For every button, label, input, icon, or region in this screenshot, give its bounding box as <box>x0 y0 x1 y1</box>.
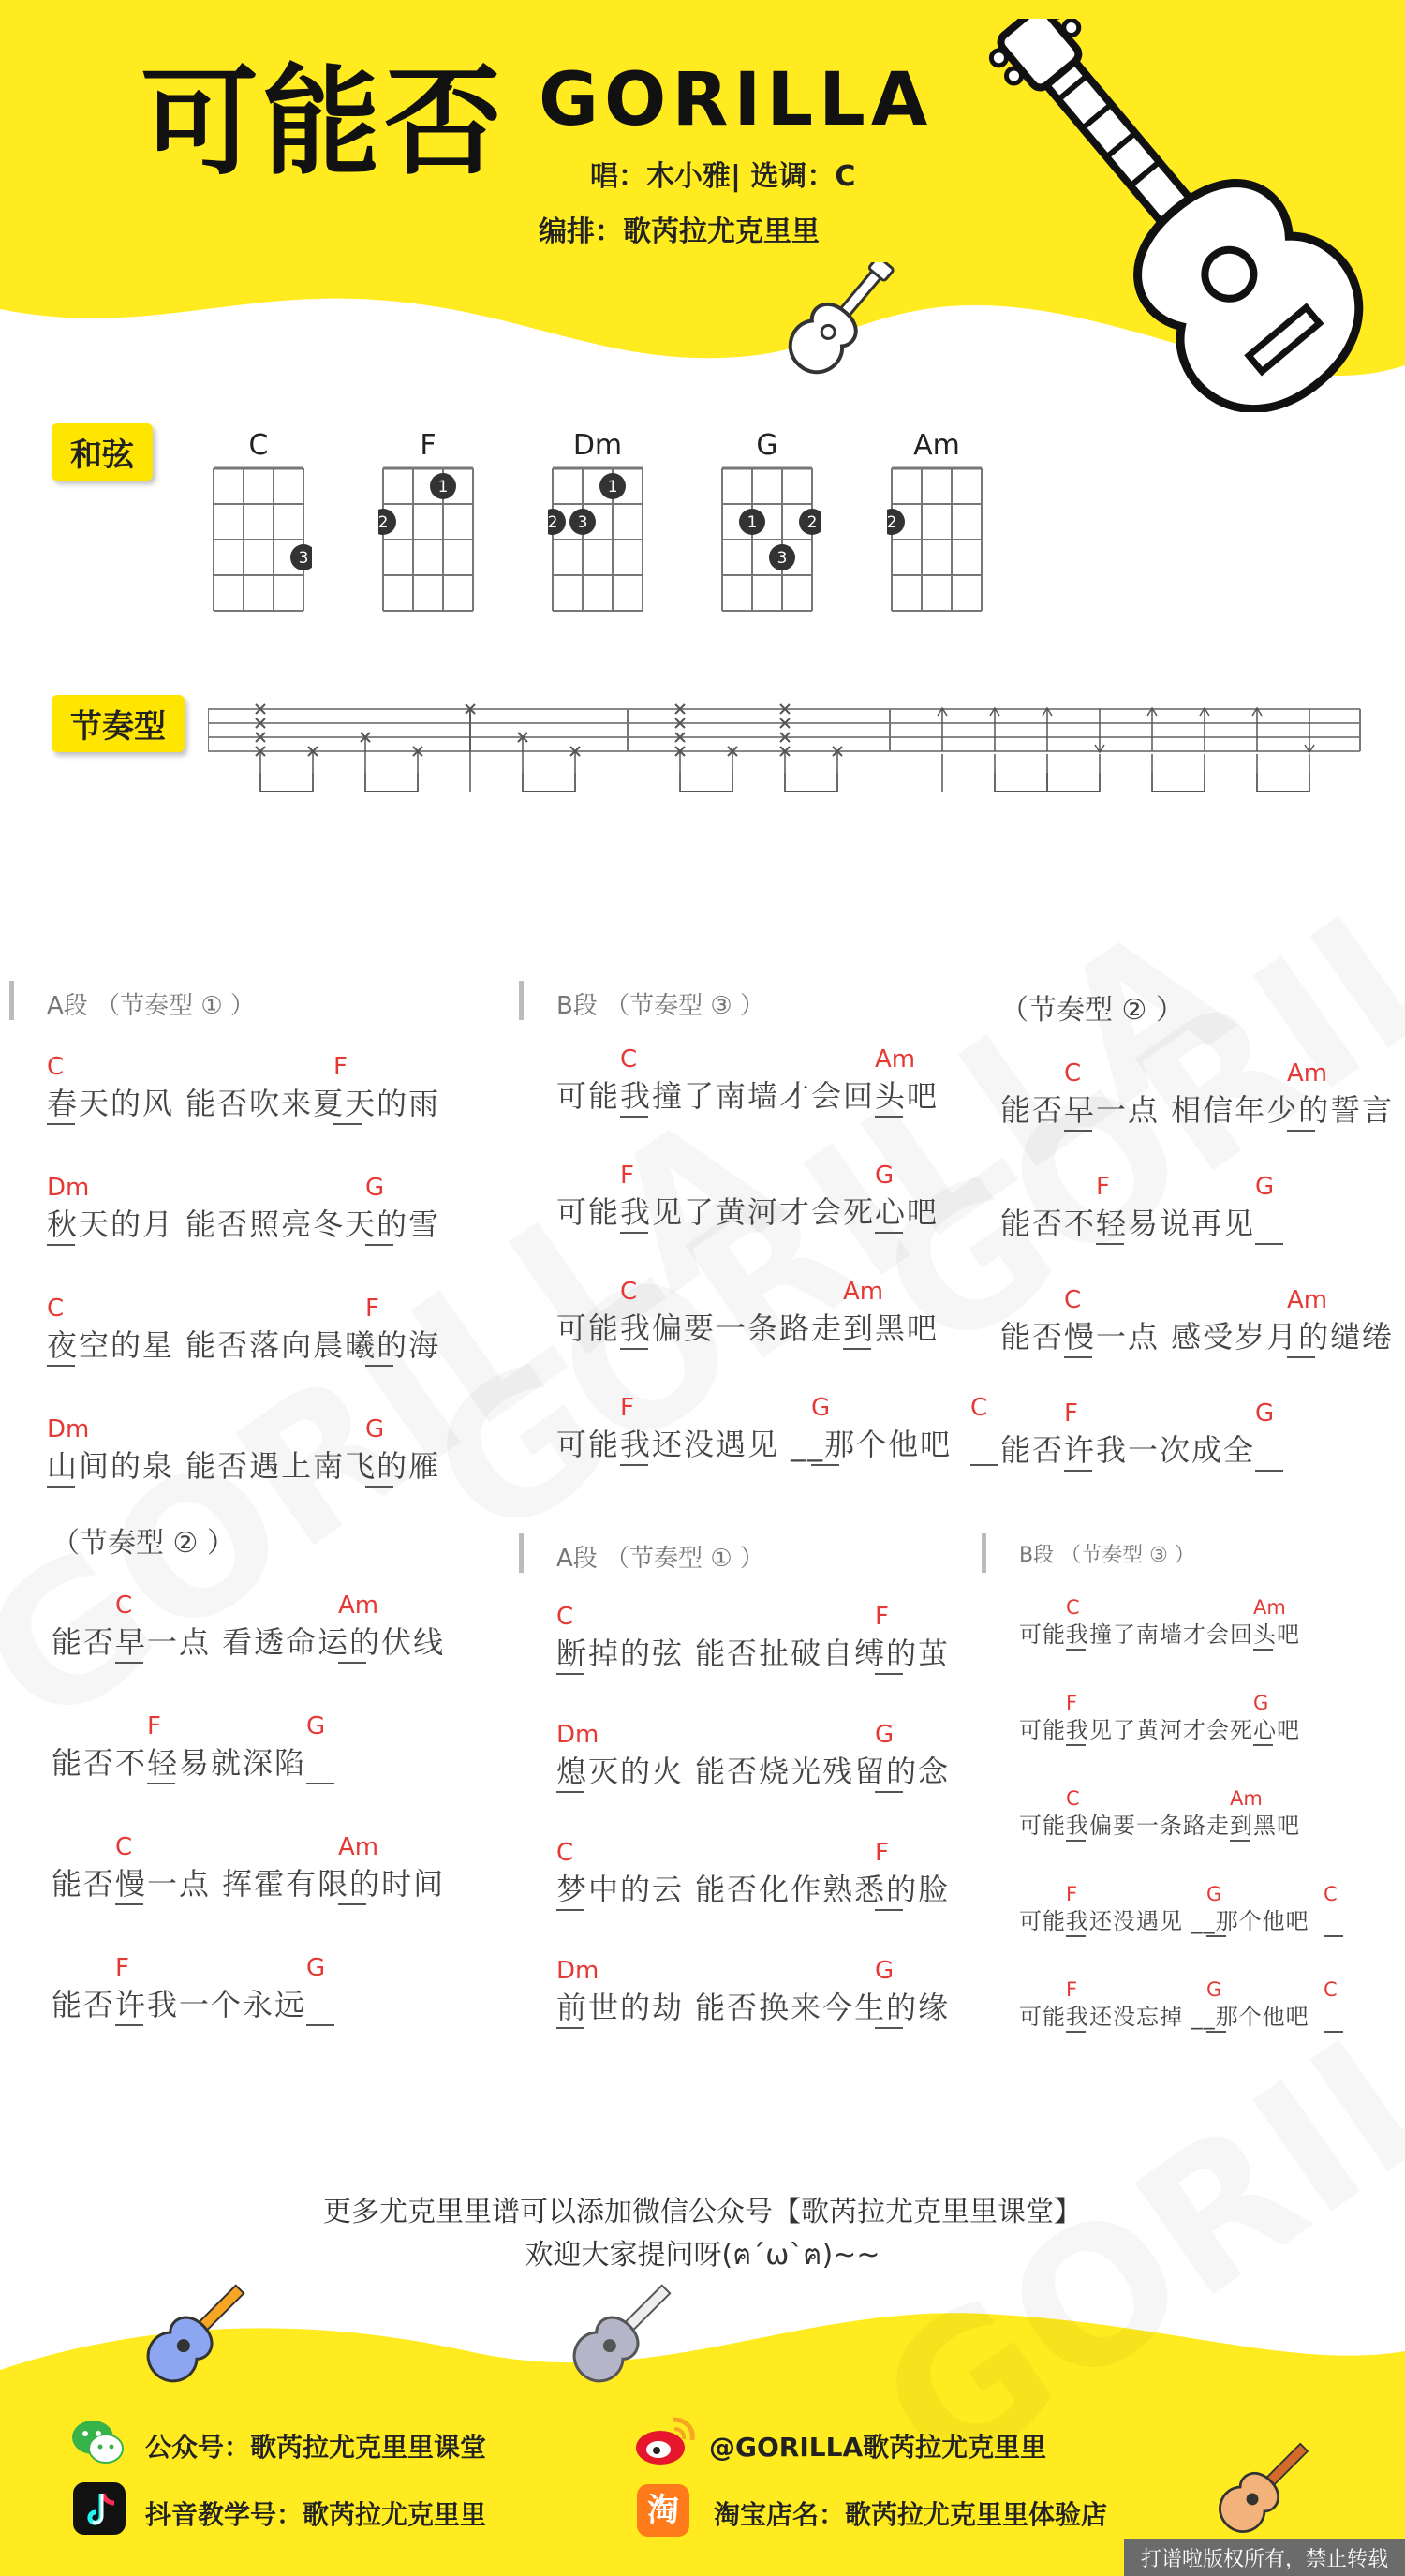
lyric-line: 可能我还没忘掉 __那个他吧 <box>1019 2004 1309 2030</box>
lyric-line: 可能我偏要一条路走到黑吧 <box>556 1310 939 1346</box>
chord-underline <box>1064 1356 1092 1358</box>
chord-underline <box>620 1232 648 1234</box>
lyric-line: 能否许我一次成全 <box>1000 1432 1256 1468</box>
chord-marker: Dm <box>47 1174 90 1202</box>
chord-marker: C <box>1066 1596 1080 1619</box>
chord-underline <box>1253 1744 1273 1746</box>
chord-underline <box>556 1909 584 1911</box>
chord-underline <box>875 1232 903 1234</box>
lyric-line: 可能我撞了南墙才会回头吧 <box>556 1078 939 1114</box>
chord-underline <box>147 1783 175 1784</box>
chord-marker: Dm <box>47 1415 90 1443</box>
taobao-store: 淘宝店名：歌芮拉尤克里里体验店 <box>714 2499 1108 2530</box>
chord-marker: C <box>556 1839 574 1867</box>
chord-marker: F <box>147 1712 161 1740</box>
chord-marker: Dm <box>556 1721 599 1749</box>
singer-key-line: 唱：木小雅| 选调：C <box>590 160 856 193</box>
copyright-notice: 打谱啦版权所有，禁止转载 <box>1124 2539 1405 2576</box>
lyric-line: 前世的劫 能否换来今生的缘 <box>556 1990 951 2025</box>
chord-marker: F <box>1096 1173 1110 1201</box>
chord-marker: C <box>115 1591 133 1620</box>
svg-text:3: 3 <box>776 549 788 568</box>
chord-underline <box>875 1791 903 1793</box>
taobao-icon: 淘 <box>637 2484 689 2537</box>
chord-underline <box>1287 1130 1315 1132</box>
finger-dot <box>799 509 821 535</box>
lyric-line: 熄灭的火 能否烧光残留的念 <box>556 1754 951 1789</box>
chord-underline <box>1066 1649 1086 1651</box>
rhythm-pattern <box>208 698 1369 820</box>
svg-text:3: 3 <box>298 549 309 568</box>
chord-underline <box>875 1673 903 1675</box>
section-heading: A段 （节奏型 ① ） <box>47 992 255 1020</box>
chord-underline <box>333 1123 362 1125</box>
arranger-line: 编排：歌芮拉尤克里里 <box>539 215 820 248</box>
chord-marker: C <box>1066 1787 1080 1810</box>
chord-underline <box>365 1365 393 1367</box>
chord-underline <box>556 1791 584 1793</box>
chord-marker: C <box>556 1603 574 1631</box>
chord-underline <box>1066 1935 1086 1937</box>
chord-underline <box>47 1486 75 1488</box>
chord-underline <box>1066 1840 1086 1842</box>
section-heading: A段 （节奏型 ① ） <box>556 1545 764 1573</box>
finger-dot <box>887 509 905 535</box>
ukulele-icon <box>1213 2435 1316 2539</box>
chord-underline <box>556 1673 584 1675</box>
chord-marker: F <box>620 1162 634 1190</box>
chord-marker: G <box>306 1712 326 1740</box>
chord-marker: Am <box>338 1591 379 1620</box>
chord-underline <box>970 1464 998 1466</box>
finger-dot <box>739 509 765 535</box>
svg-text:2: 2 <box>378 513 389 532</box>
svg-text:2: 2 <box>548 513 558 532</box>
chord-underline <box>1255 1243 1283 1245</box>
chord-underline <box>1064 1130 1092 1132</box>
chord-marker: C <box>47 1295 65 1323</box>
section-marker <box>519 1533 524 1573</box>
chord-marker: F <box>365 1295 379 1323</box>
rhythm-label: 节奏型 <box>52 695 185 752</box>
chord-name: Dm <box>572 429 623 462</box>
chord-name: G <box>756 429 778 462</box>
chord-marker: G <box>1255 1173 1275 1201</box>
weibo-icon <box>632 2412 698 2470</box>
chord-diagram-C <box>209 464 312 623</box>
wechat-icon <box>70 2417 126 2469</box>
chord-marker: Am <box>1287 1059 1328 1088</box>
lyric-line: 梦中的云 能否化作熟悉的脸 <box>556 1872 951 1907</box>
chord-marker: Am <box>875 1045 916 1073</box>
chord-underline <box>875 1909 903 1911</box>
chord-marker: Am <box>1230 1787 1263 1810</box>
chord-underline <box>1064 1470 1092 1472</box>
chord-marker: Dm <box>556 1957 599 1985</box>
ukulele-icon <box>140 2276 253 2389</box>
guitar-icon <box>955 19 1396 412</box>
lyric-line: 能否早一点 看透命运的伏线 <box>52 1624 446 1660</box>
ukulele-icon <box>567 2276 679 2389</box>
chord-marker: F <box>1066 1692 1078 1714</box>
chord-marker: G <box>1206 1978 1222 2001</box>
chord-underline <box>1253 1649 1273 1651</box>
chord-underline <box>1230 1840 1250 1842</box>
chord-underline <box>1066 1744 1086 1746</box>
section-heading: （节奏型 ② ） <box>1000 994 1184 1027</box>
chord-underline <box>1255 1470 1283 1472</box>
chord-diagram-Dm <box>548 464 651 623</box>
finger-dot <box>290 544 312 570</box>
chord-marker: C <box>47 1053 65 1081</box>
chord-marker: G <box>306 1954 326 1982</box>
chord-underline <box>338 1662 366 1664</box>
svg-text:1: 1 <box>607 478 618 496</box>
chord-underline <box>47 1244 75 1246</box>
footer-greeting: 欢迎大家提问呀(ฅ´ω`ฅ)~~ <box>525 2239 880 2272</box>
chord-underline <box>620 1348 648 1350</box>
chord-underline <box>306 1783 334 1784</box>
chord-underline <box>115 1903 143 1905</box>
finger-dot <box>599 473 626 499</box>
chord-marker: G <box>875 1721 895 1749</box>
section-marker <box>519 981 524 1020</box>
chord-underline <box>1096 1243 1124 1245</box>
chord-marker: C <box>1324 1978 1338 2001</box>
chord-marker: G <box>811 1394 831 1422</box>
chord-underline <box>1066 2031 1086 2033</box>
svg-text:2: 2 <box>887 513 897 532</box>
lyric-line: 能否不轻易说再见 <box>1000 1206 1256 1241</box>
lyric-line: 能否慢一点 感受岁月的缱绻 <box>1000 1319 1395 1355</box>
chord-marker: G <box>1253 1692 1269 1714</box>
lyric-line: 春天的风 能否吹来夏天的雨 <box>47 1086 441 1121</box>
chord-marker: Am <box>843 1278 884 1306</box>
chord-marker: C <box>1064 1286 1082 1314</box>
wechat-account: 公众号：歌芮拉尤克里里课堂 <box>145 2432 487 2463</box>
chord-diagram-F <box>378 464 481 623</box>
section-heading: （节奏型 ② ） <box>52 1527 235 1560</box>
finger-dot <box>378 509 396 535</box>
lyric-line: 可能我见了黄河才会死心吧 <box>556 1194 939 1230</box>
chord-marker: Am <box>338 1833 379 1861</box>
chord-underline <box>47 1123 75 1125</box>
chord-marker: F <box>1066 1883 1078 1905</box>
chord-marker: G <box>875 1957 895 1985</box>
chord-underline <box>365 1486 393 1488</box>
section-heading: B段 （节奏型 ③ ） <box>1019 1544 1195 1567</box>
chord-diagram-G <box>717 464 821 623</box>
lyric-line: 能否不轻易就深陷 <box>52 1745 307 1781</box>
chord-marker: F <box>115 1954 129 1982</box>
douyin-account: 抖音教学号：歌芮拉尤克里里 <box>145 2499 487 2530</box>
chord-marker: C <box>620 1045 638 1073</box>
lyric-line: 能否慢一点 挥霍有限的时间 <box>52 1866 446 1902</box>
lyric-line: 可能我还没遇见 __那个他吧 <box>1019 1908 1309 1934</box>
chord-marker: G <box>365 1415 385 1443</box>
svg-text:3: 3 <box>577 513 588 532</box>
chord-marker: G <box>365 1174 385 1202</box>
chord-marker: G <box>1206 1883 1222 1905</box>
lyric-line: 可能我还没遇见 __那个他吧 <box>556 1427 953 1462</box>
chord-underline <box>1324 1935 1343 1937</box>
svg-text:1: 1 <box>437 478 449 496</box>
chord-marker: C <box>970 1394 988 1422</box>
chord-marker: C <box>1324 1883 1338 1905</box>
footer-promo: 更多尤克里里谱可以添加微信公众号【歌芮拉尤克里里课堂】 <box>323 2196 1082 2228</box>
chord-underline <box>1206 1935 1226 1937</box>
lyric-line: 秋天的月 能否照亮冬天的雪 <box>47 1207 441 1242</box>
lyric-line: 能否许我一个永远 <box>52 1987 307 2022</box>
chord-marker: C <box>1064 1059 1082 1088</box>
chord-underline <box>811 1464 839 1466</box>
chord-marker: Am <box>1253 1596 1286 1619</box>
douyin-icon <box>73 2482 126 2535</box>
chord-underline <box>556 2027 584 2029</box>
lyric-line: 能否早一点 相信年少的誓言 <box>1000 1092 1395 1128</box>
chord-underline <box>875 1116 903 1118</box>
chord-marker: F <box>875 1603 889 1631</box>
chord-diagram-Am <box>887 464 990 623</box>
svg-text:2: 2 <box>806 513 818 532</box>
section-marker <box>9 981 14 1020</box>
chord-name: C <box>248 429 269 462</box>
chord-marker: C <box>115 1833 133 1861</box>
section-heading: B段 （节奏型 ③ ） <box>556 992 764 1020</box>
chord-underline <box>338 1903 366 1905</box>
finger-dot <box>430 473 456 499</box>
song-title: 可能否 <box>140 53 506 191</box>
chord-marker: F <box>875 1839 889 1867</box>
chord-underline <box>306 2024 334 2026</box>
chord-underline <box>115 2024 143 2026</box>
chords-label: 和弦 <box>52 423 153 481</box>
chord-underline <box>47 1365 75 1367</box>
chord-marker: G <box>875 1162 895 1190</box>
chord-underline <box>620 1116 648 1118</box>
chord-marker: F <box>1064 1399 1078 1428</box>
chord-marker: Am <box>1287 1286 1328 1314</box>
lyric-line: 可能我见了黄河才会死心吧 <box>1019 1717 1300 1743</box>
chord-marker: F <box>620 1394 634 1422</box>
chord-underline <box>620 1464 648 1466</box>
chord-marker: G <box>1255 1399 1275 1428</box>
lyric-line: 可能我偏要一条路走到黑吧 <box>1019 1813 1300 1839</box>
lyric-line: 可能我撞了南墙才会回头吧 <box>1019 1621 1300 1648</box>
chord-marker: F <box>333 1053 348 1081</box>
svg-text:1: 1 <box>747 513 758 532</box>
chord-underline <box>365 1244 393 1246</box>
finger-dot <box>769 544 795 570</box>
section-marker <box>982 1533 986 1573</box>
chord-underline <box>1287 1356 1315 1358</box>
chord-name: F <box>420 429 436 462</box>
chord-marker: F <box>1066 1978 1078 2001</box>
ukulele-icon <box>777 262 899 375</box>
weibo-account: @GORILLA歌芮拉尤克里里 <box>709 2432 1047 2463</box>
finger-dot <box>569 509 596 535</box>
chord-marker: C <box>620 1278 638 1306</box>
brand-logo: GORILLA <box>539 58 934 142</box>
chord-name: Am <box>913 429 960 462</box>
lyric-line: 夜空的星 能否落向晨曦的海 <box>47 1327 441 1363</box>
finger-dot <box>548 509 566 535</box>
lyric-line: 断掉的弦 能否扯破自缚的茧 <box>556 1636 951 1671</box>
chord-underline <box>115 1662 143 1664</box>
lyric-line: 山间的泉 能否遇上南飞的雁 <box>47 1448 441 1484</box>
chord-underline <box>1206 2031 1226 2033</box>
chord-underline <box>875 2027 903 2029</box>
chord-underline <box>1324 2031 1343 2033</box>
chord-underline <box>843 1348 871 1350</box>
